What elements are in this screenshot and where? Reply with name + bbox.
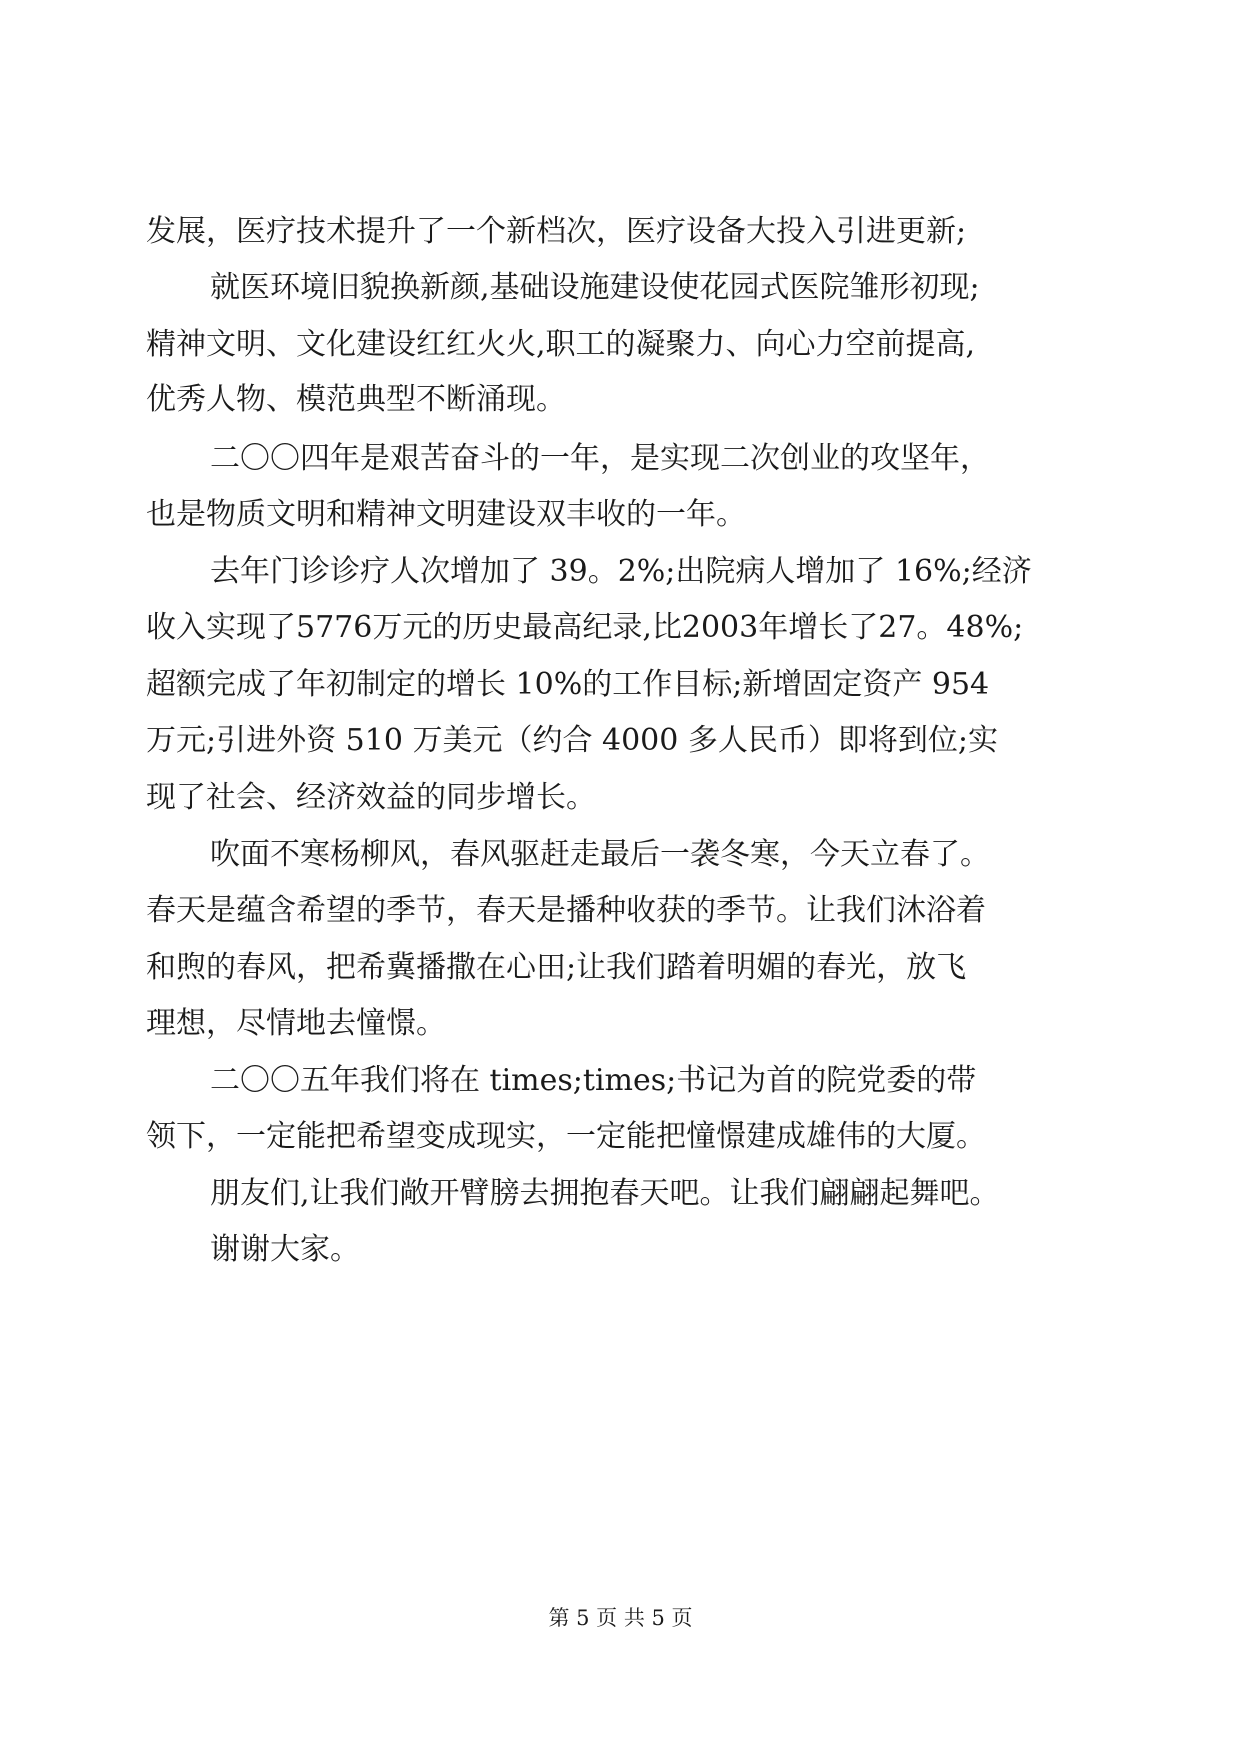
text-line: 精神文明、文化建设红红火火,职工的凝聚力、向心力空前提高, xyxy=(146,327,976,362)
text-line: 超额完成了年初制定的增长 10%的工作目标;新增固定资产 954 xyxy=(146,667,990,702)
text-line: 二〇〇四年是艰苦奋斗的一年，是实现二次创业的攻坚年， xyxy=(210,441,990,476)
text-line: 领下，一定能把希望变成现实，一定能把憧憬建成雄伟的大厦。 xyxy=(146,1119,986,1154)
text-line: 优秀人物、模范典型不断涌现。 xyxy=(146,382,566,417)
text-line: 就医环境旧貌换新颜,基础设施建设使花园式医院雏形初现; xyxy=(210,270,980,305)
text-line: 现了社会、经济效益的同步增长。 xyxy=(146,780,596,815)
text-line: 谢谢大家。 xyxy=(210,1232,360,1267)
page-number-footer: 第 5 页 共 5 页 xyxy=(548,1606,693,1630)
text-line: 理想，尽情地去憧憬。 xyxy=(146,1006,446,1041)
text-line: 吹面不寒杨柳风，春风驱赶走最后一袭冬寒，今天立春了。 xyxy=(210,837,990,872)
text-line: 收入实现了5776万元的历史最高纪录,比2003年增长了27。48%; xyxy=(146,610,1024,645)
text-line: 也是物质文明和精神文明建设双丰收的一年。 xyxy=(146,497,746,532)
text-line: 春天是蕴含希望的季节，春天是播种收获的季节。让我们沐浴着 xyxy=(146,893,986,928)
text-line: 发展，医疗技术提升了一个新档次，医疗设备大投入引进更新; xyxy=(146,214,967,249)
text-line: 和煦的春风，把希冀播撒在心田;让我们踏着明媚的春光，放飞 xyxy=(146,950,967,985)
text-line: 去年门诊诊疗人次增加了 39。2%;出院病人增加了 16%;经济 xyxy=(210,554,1032,589)
text-line: 万元;引进外资 510 万美元（约合 4000 多人民币）即将到位;实 xyxy=(146,723,998,758)
text-line: 二〇〇五年我们将在 times;times;书记为首的院党委的带 xyxy=(210,1063,977,1098)
text-line: 朋友们,让我们敞开臂膀去拥抱春天吧。让我们翩翩起舞吧。 xyxy=(210,1176,1000,1211)
